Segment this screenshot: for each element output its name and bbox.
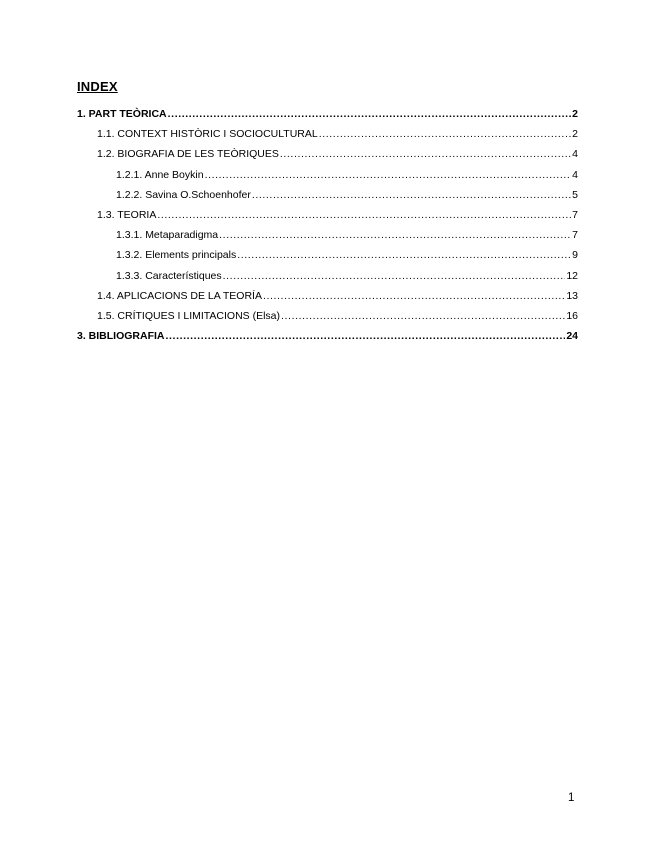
toc-entry-label: 1.2.2. Savina O.Schoenhofer [116,188,251,201]
toc-entry-label: 1.1. CONTEXT HISTÒRIC I SOCIOCULTURAL [97,128,318,141]
toc-entry-caracteristiques[interactable] [77,270,578,290]
toc-entry-page: 5 [572,188,578,201]
dot-leader [205,169,572,181]
toc-entry-teoria[interactable] [77,209,578,229]
toc-entry-savina-schoenhofer[interactable] [77,189,578,209]
dot-leader [223,270,566,282]
toc-entry-critiques[interactable] [77,310,578,330]
dot-leader [166,330,566,342]
page-number: 1 [568,792,575,804]
toc-entry-page: 7 [572,208,578,221]
dot-leader [252,189,571,201]
toc-entry-page: 16 [566,309,578,322]
toc-entry-page: 9 [572,249,578,262]
toc-entry-bibliografia[interactable] [77,330,578,350]
dot-leader [237,249,571,261]
toc-entry-label: 1.3.2. Elements principals [116,249,237,262]
toc-entry-label: 1.2. BIOGRAFIA DE LES TEÒRIQUES [97,148,279,161]
toc-entry-page: 12 [566,269,578,282]
toc-entry-metaparadigma[interactable] [77,229,578,249]
toc-entry-page: 2 [572,128,578,141]
toc-entry-page: 4 [572,168,578,181]
toc-entry-label: 1.4. APLICACIONS DE LA TEORÍA [97,289,262,302]
toc-entry-part-teorica[interactable] [77,108,578,128]
table-of-contents [77,108,578,350]
toc-entry-label: 1.5. CRÍTIQUES I LIMITACIONS (Elsa) [97,309,281,322]
toc-entry-page: 4 [572,148,578,161]
toc-entry-elements-principals[interactable] [77,249,578,269]
dot-leader [281,310,565,322]
toc-entry-page: 2 [572,108,578,120]
dot-leader [263,290,565,302]
toc-entry-label: 3. BIBLIOGRAFIA [77,330,165,343]
toc-entry-page: 7 [572,229,578,242]
toc-entry-label: 1.2.1. Anne Boykin [116,168,204,181]
toc-entry-label: 1. PART TEÒRICA [77,108,167,120]
index-heading: INDEX [77,79,118,94]
toc-entry-aplicacions[interactable] [77,290,578,310]
dot-leader [168,108,572,120]
dot-leader [319,128,571,140]
toc-entry-anne-boykin[interactable] [77,169,578,189]
toc-entry-label: 1.3.3. Característiques [116,269,222,282]
toc-entry-biografia[interactable] [77,148,578,168]
dot-leader [157,209,571,221]
toc-entry-context-historic[interactable] [77,128,578,148]
toc-entry-label: 1.3. TEORIA [97,208,157,221]
toc-entry-page: 24 [566,330,578,343]
dot-leader [219,229,571,241]
toc-entry-label: 1.3.1. Metaparadigma [116,229,219,242]
dot-leader [280,148,571,160]
toc-entry-page: 13 [566,289,578,302]
